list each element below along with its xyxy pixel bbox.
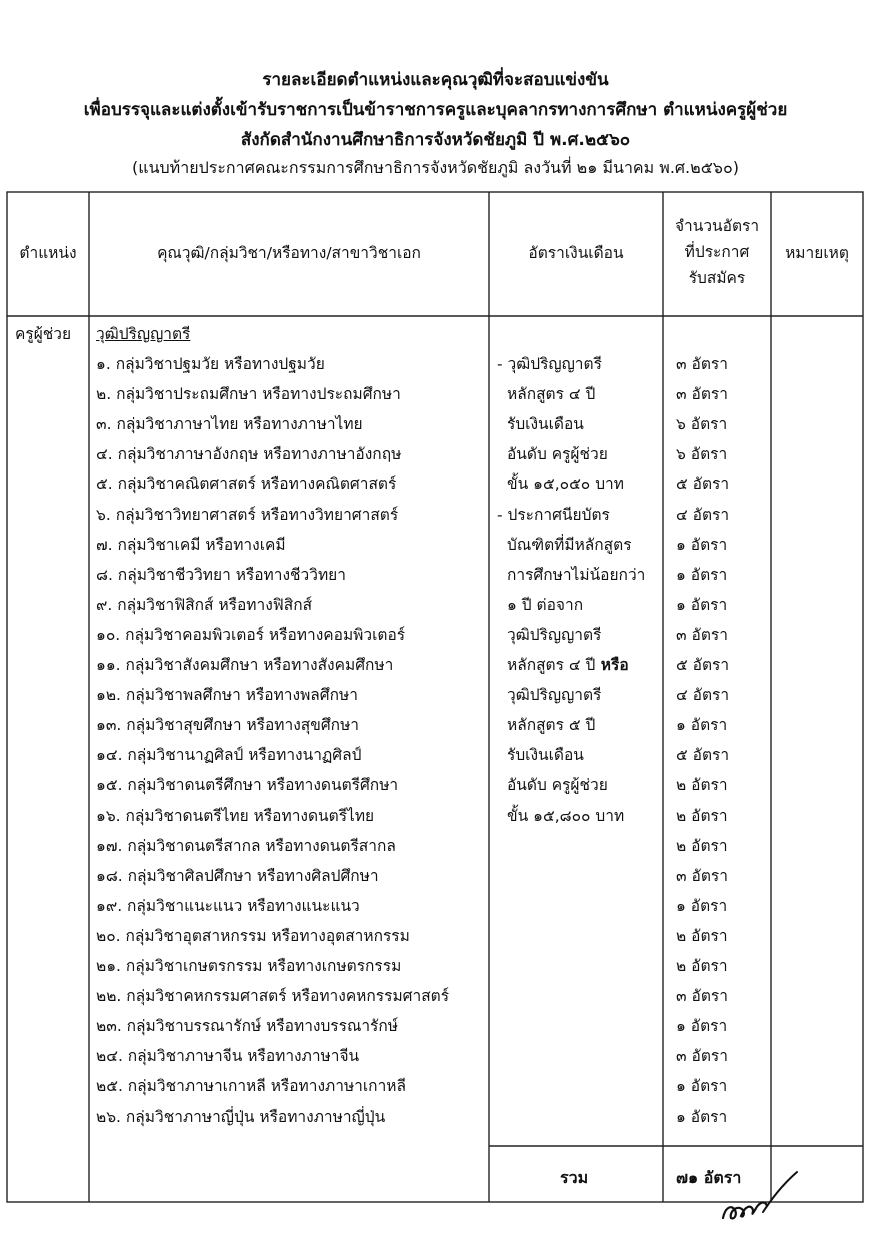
salary-line	[497, 505, 610, 525]
salary-line	[507, 535, 632, 555]
salary-line-text: ขั้น ๑๕,๘๐๐ บาท	[507, 806, 625, 825]
salary-line-text: หลักสูตร ๕ ปี	[507, 716, 596, 735]
salary-line	[507, 595, 583, 615]
subject-row: ๒๐. กลุ่มวิชาอุตสาหกรรม หรือทางอุตสาหกรรม	[96, 926, 410, 945]
count-cell: ๓ อัตรา	[676, 625, 728, 644]
salary-line-text: อันดับ ครูผู้ช่วย	[507, 445, 608, 464]
subject-row: ๑๗. กลุ่มวิชาดนตรีสากล หรือทางดนตรีสากล	[96, 836, 396, 855]
doc-title-line-3: สังกัดสำนักงานศึกษาธิการจังหวัดชัยภูมิ ปี พ.ศ.๒๕๖๐	[240, 130, 631, 150]
count-cell: ๑ อัตรา	[676, 896, 728, 915]
col-header-remark: หมายเหตุ	[785, 244, 849, 262]
doc-title-line-2: เพื่อบรรจุและแต่งตั้งเข้ารับราชการเป็นข้าราชการครูและบุคลากรทางการศึกษา ตำแหน่งครูผู้ช่วย	[83, 100, 788, 120]
degree-heading: วุฒิปริญญาตรี	[96, 325, 191, 343]
col-header-count	[663, 213, 771, 291]
count-cell: ๒ อัตรา	[676, 776, 728, 795]
subject-row: ๙. กลุ่มวิชาฟิสิกส์ หรือทางฟิสิกส์	[96, 595, 313, 614]
salary-line	[497, 354, 602, 374]
subject-row: ๔. กลุ่มวิชาภาษาอังกฤษ หรือทางภาษาอังกฤษ	[96, 445, 402, 464]
subject-row: ๘. กลุ่มวิชาชีววิทยา หรือทางชีววิทยา	[96, 565, 346, 584]
col-header-count-line-2: ที่ประกาศ	[684, 243, 750, 261]
col-header-position: ตำแหน่ง	[19, 244, 77, 262]
count-cell: ๑ อัตรา	[676, 1107, 728, 1126]
salary-line-text: - ประกาศนียบัตร	[497, 505, 610, 524]
count-cell: ๓ อัตรา	[676, 866, 728, 885]
col-header-count-line-1: จำนวนอัตรา	[674, 217, 760, 235]
subject-row: ๑๔. กลุ่มวิชานาฏศิลป์ หรือทางนาฏศิลป์	[96, 746, 362, 765]
signature-mark	[715, 1160, 805, 1230]
salary-line-text: รับเงินเดือน	[507, 746, 584, 765]
salary-line-text: ขั้น ๑๕,๐๕๐ บาท	[507, 475, 624, 494]
subject-row: ๕. กลุ่มวิชาคณิตศาสตร์ หรือทางคณิตศาสตร์	[96, 475, 397, 494]
subject-row: ๑๙. กลุ่มวิชาแนะแนว หรือทางแนะแนว	[96, 896, 360, 915]
salary-line-text: หลักสูตร ๔ ปี	[507, 385, 596, 404]
subject-row: ๒๒. กลุ่มวิชาคหกรรมศาสตร์ หรือทางคหกรรมศาสตร์	[96, 987, 450, 1006]
position-cell: ครูผู้ช่วย	[15, 325, 72, 343]
count-cell: ๑ อัตรา	[676, 716, 728, 735]
subject-row: ๑๘. กลุ่มวิชาศิลปศึกษา หรือทางศิลปศึกษา	[96, 866, 379, 885]
subject-row: ๑. กลุ่มวิชาปฐมวัย หรือทางปฐมวัย	[96, 355, 325, 373]
salary-line-text: ๑ ปี ต่อจาก	[507, 595, 584, 614]
salary-line	[507, 806, 624, 826]
count-cell: ๕ อัตรา	[676, 475, 730, 494]
col-header-count-line-3: รับสมัคร	[688, 269, 746, 287]
salary-line-text: วุฒิปริญญาตรี	[507, 625, 602, 644]
count-cell: ๕ อัตรา	[676, 656, 730, 674]
doc-title-line-1: รายละเอียดตำแหน่งและคุณวุฒิที่จะสอบแข่งขัน	[262, 70, 609, 90]
subject-row: ๒๕. กลุ่มวิชาภาษาเกาหลี หรือทางภาษาเกาหลี	[96, 1077, 406, 1096]
subject-row: ๒๔. กลุ่มวิชาภาษาจีน หรือทางภาษาจีน	[96, 1047, 360, 1066]
salary-line-text: รับเงินเดือน	[507, 415, 584, 434]
count-cell: ๒ อัตรา	[676, 957, 728, 975]
salary-line-text: วุฒิปริญญาตรี	[507, 686, 602, 705]
salary-line-text: การศึกษาไม่น้อยกว่า	[507, 565, 646, 584]
count-cell: ๒ อัตรา	[676, 926, 728, 945]
count-cell: ๑ อัตรา	[676, 1077, 728, 1096]
subject-row: ๑๑. กลุ่มวิชาสังคมศึกษา หรือทางสังคมศึกษา	[96, 656, 394, 674]
salary-line	[507, 775, 608, 795]
subject-row: ๑๓. กลุ่มวิชาสุขศึกษา หรือทางสุขศึกษา	[96, 716, 359, 735]
salary-line	[507, 444, 608, 464]
subject-row: ๒๓. กลุ่มวิชาบรรณารักษ์ หรือทางบรรณารักษ์	[96, 1017, 398, 1036]
subject-row: ๑๐. กลุ่มวิชาคอมพิวเตอร์ หรือทางคอมพิวเตอร์	[96, 625, 406, 644]
salary-line	[507, 655, 629, 675]
col-header-qualification: คุณวุฒิ/กลุ่มวิชา/หรือทาง/สาขาวิชาเอก	[157, 244, 421, 262]
count-cell: ๒ อัตรา	[676, 806, 728, 825]
salary-line-text: - วุฒิปริญญาตรี	[497, 355, 602, 373]
subject-row: ๑๖. กลุ่มวิชาดนตรีไทย หรือทางดนตรีไทย	[96, 806, 375, 825]
subject-row: ๒๑. กลุ่มวิชาเกษตรกรรม หรือทางเกษตรกรรม	[96, 957, 402, 975]
total-value: ๗๑ อัตรา	[676, 1168, 742, 1187]
total-label: รวม	[560, 1168, 589, 1187]
salary-line	[507, 745, 584, 765]
count-cell: ๓ อัตรา	[676, 355, 728, 373]
salary-line	[507, 625, 601, 645]
count-cell: ๑ อัตรา	[676, 595, 728, 614]
salary-line	[507, 715, 595, 735]
subject-row: ๑๒. กลุ่มวิชาพลศึกษา หรือทางพลศึกษา	[96, 686, 358, 705]
doc-subtitle-annex: (แนบท้ายประกาศคณะกรรมการศึกษาธิการจังหวัดชัยภูมิ ลงวันที่ ๒๑ มีนาคม พ.ศ.๒๕๖๐)	[132, 158, 739, 177]
subject-row: ๖. กลุ่มวิชาวิทยาศาสตร์ หรือทางวิทยาศาสตร์	[96, 505, 399, 524]
salary-line	[507, 685, 601, 705]
count-cell: ๔ อัตรา	[676, 686, 730, 705]
subject-row: ๑๕. กลุ่มวิชาดนตรีศึกษา หรือทางดนตรีศึกษา	[96, 776, 399, 795]
count-cell: ๖ อัตรา	[676, 445, 728, 464]
salary-or-keyword: หรือ	[595, 656, 629, 674]
count-cell: ๖ อัตรา	[676, 415, 728, 434]
salary-line	[507, 565, 645, 585]
count-cell: ๔ อัตรา	[676, 505, 730, 524]
salary-line-text: บัณฑิตที่มีหลักสูตร	[507, 535, 632, 554]
subject-row: ๒๖. กลุ่มวิชาภาษาญี่ปุ่น หรือทางภาษาญี่ปุ่น	[96, 1107, 386, 1126]
count-cell: ๑ อัตรา	[676, 1017, 728, 1036]
subject-row: ๒. กลุ่มวิชาประถมศึกษา หรือทางประถมศึกษา	[96, 385, 401, 404]
count-cell: ๑ อัตรา	[676, 535, 728, 554]
count-cell: ๓ อัตรา	[676, 987, 728, 1006]
salary-line-text: อันดับ ครูผู้ช่วย	[507, 776, 608, 795]
count-cell: ๕ อัตรา	[676, 746, 730, 765]
salary-line-text: หลักสูตร ๔ ปี	[507, 656, 596, 674]
count-cell: ๓ อัตรา	[676, 1047, 728, 1066]
salary-line	[507, 474, 624, 494]
col-header-salary: อัตราเงินเดือน	[528, 244, 624, 262]
salary-line	[507, 384, 595, 404]
count-cell: ๒ อัตรา	[676, 836, 728, 855]
count-cell: ๓ อัตรา	[676, 385, 728, 404]
count-cell: ๑ อัตรา	[676, 565, 728, 584]
salary-line	[507, 414, 584, 434]
subject-row: ๗. กลุ่มวิชาเคมี หรือทางเคมี	[96, 535, 286, 554]
subject-row: ๓. กลุ่มวิชาภาษาไทย หรือทางภาษาไทย	[96, 415, 363, 434]
